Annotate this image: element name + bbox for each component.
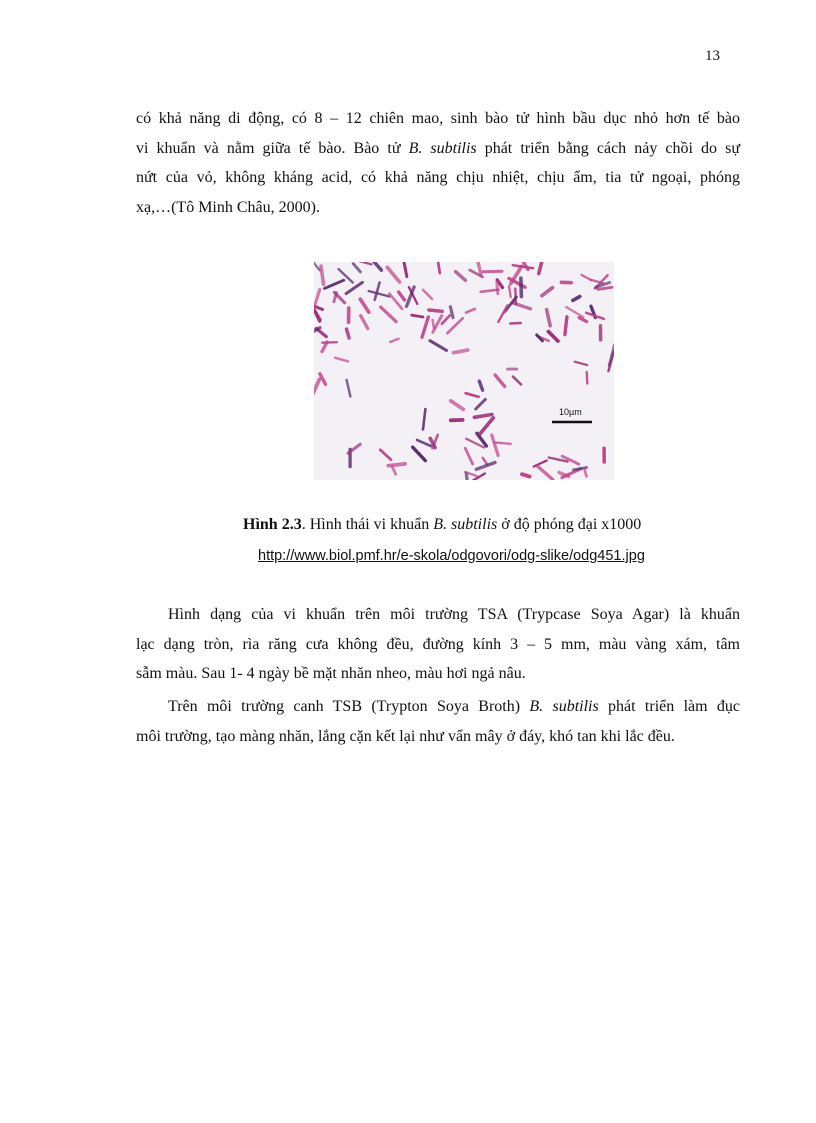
page-number: 13 (705, 48, 720, 64)
scale-bar-label: 10µm (559, 407, 582, 417)
text-run: Trên môi trường canh TSB (Trypton Soya Broth) (168, 698, 530, 715)
bacterium-rod (412, 315, 423, 317)
bacterium-rod (454, 350, 468, 353)
figure-caption (243, 516, 641, 534)
text-run: . Hình thái vi khuẩn (301, 516, 434, 533)
text-run: phát triển làm đục (598, 698, 740, 715)
bacterium-rod (494, 442, 510, 443)
bacterium-rod (433, 320, 434, 328)
bacterium-rod (322, 342, 337, 343)
paragraph-3-line-1 (136, 692, 740, 722)
text-run: Hình dạng của vi khuẩn trên môi trường TSA (Trypcase Soya Agar) là khuẩn (168, 606, 740, 623)
text-run: sẫm màu. Sau 1- 4 ngày bề mặt nhăn nheo, màu hơi ngả nâu. (136, 665, 526, 682)
bacterium-rod (347, 329, 350, 338)
bacterium-rod (429, 310, 442, 311)
paragraph-2-line-3 (136, 659, 740, 689)
paragraph-2-line-2 (136, 630, 740, 660)
text-run: có khả năng di động, có 8 – 12 chiên mao, sinh bào tử hình bầu dục nhỏ hơn tế bào (136, 110, 740, 127)
bacterium-rod (521, 278, 522, 296)
bacterium-rod (522, 474, 530, 476)
bacterium-rod (497, 282, 498, 294)
figure-source-link[interactable]: http://www.biol.pmf.hr/e-skola/odgovori/odg-slike/odg451.jpg (258, 548, 645, 564)
bacterium-rod (466, 473, 467, 480)
paragraph-1-line-3 (136, 163, 740, 193)
text-run: vi khuẩn và nằm giữa tế bào. Bào tử (136, 139, 409, 157)
figure-caption-label: Hình 2.3 (243, 516, 302, 533)
bacterium-rod (483, 271, 502, 272)
paragraph-1-line-4 (136, 193, 740, 223)
paragraph-3-line-2 (136, 722, 740, 752)
species-name: B. subtilis (408, 139, 477, 157)
text-run: nứt của vỏ, không kháng acid, có khả năng chịu nhiệt, chịu ẩm, tia tử ngoại, phóng (136, 169, 740, 186)
species-name: B. subtilis (529, 698, 599, 715)
text-run: xạ,…(Tô Minh Châu, 2000). (136, 198, 320, 216)
paragraph-1-line-1 (136, 104, 740, 134)
bacterium-rod (510, 323, 520, 324)
text-run: môi trường, tạo màng nhăn, lắng cặn kết lại như vẩn mây ở đáy, khó tan khi lắc đều. (136, 727, 675, 745)
micrograph-svg (314, 262, 614, 480)
micrograph-image (314, 262, 614, 480)
species-name: B. subtilis (433, 516, 498, 533)
bacterium-rod (388, 464, 405, 466)
text-run: phát triển bằng cách nảy chồi do sự (476, 139, 740, 157)
paragraph-2-line-1 (136, 600, 740, 630)
text-run: ở độ phóng đại x1000 (497, 516, 642, 533)
bacterium-rod (565, 317, 567, 335)
bacterium-rod (321, 266, 324, 284)
bacterium-rod (587, 372, 588, 383)
micrograph-background (314, 262, 614, 480)
paragraph-3 (136, 692, 740, 751)
text-run: lạc dạng tròn, rìa răng cưa không đều, đường kính 3 – 5 mm, màu vàng xám, tâm (136, 635, 740, 653)
bacterium-rod (598, 287, 612, 289)
paragraph-2 (136, 600, 740, 689)
paragraph-1-line-2 (136, 134, 740, 164)
paragraph-1 (136, 104, 740, 222)
